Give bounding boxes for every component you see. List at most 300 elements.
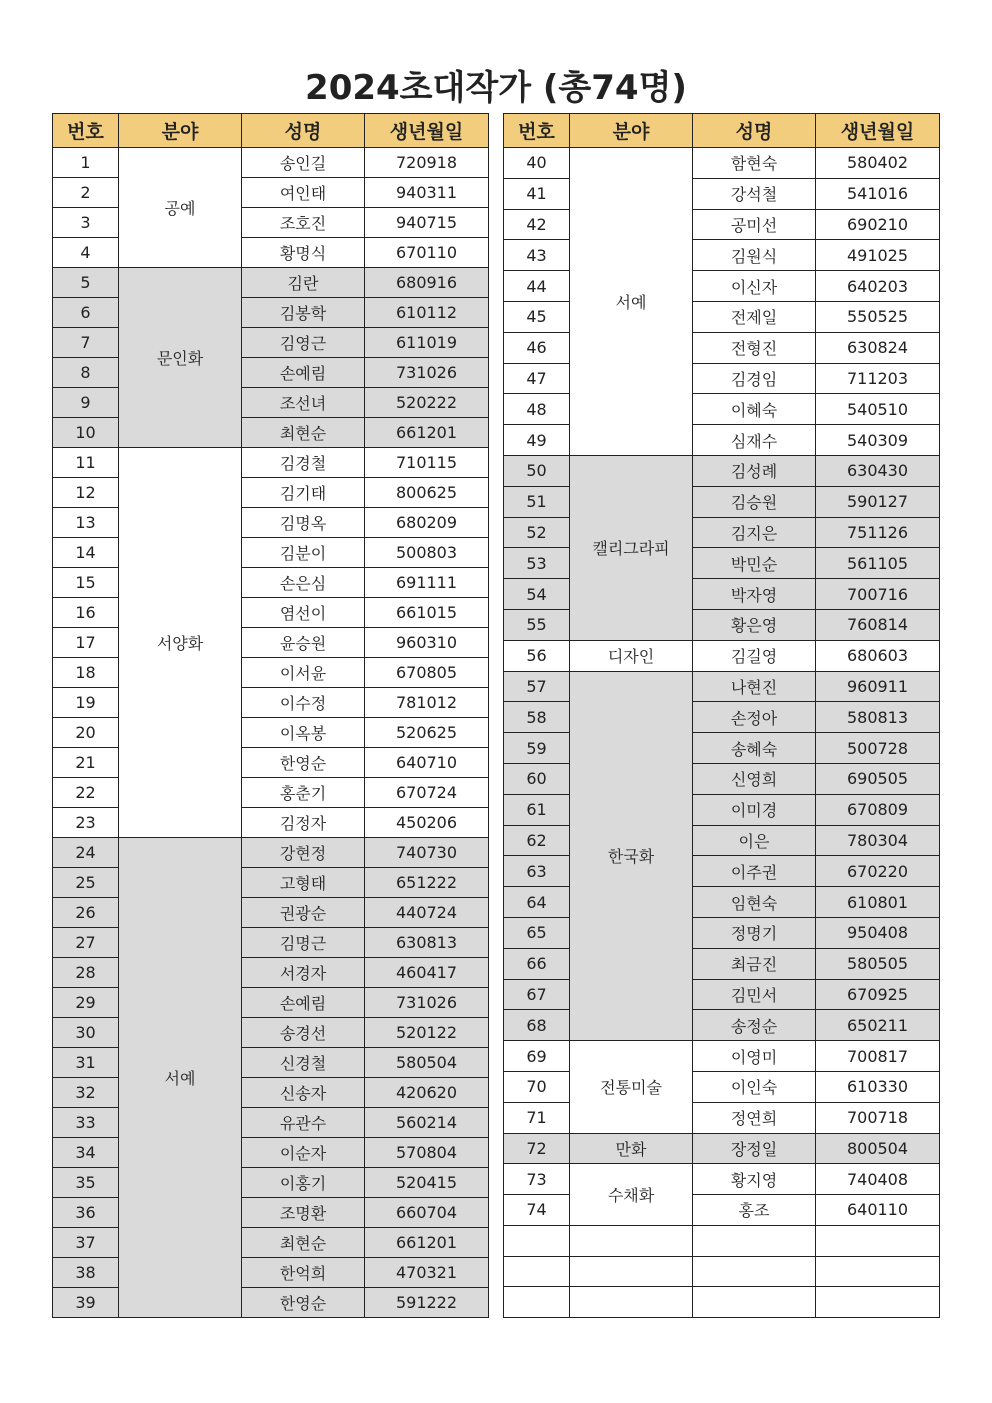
cell-number: 7 — [53, 328, 119, 358]
cell-number: 28 — [53, 958, 119, 988]
table-row — [53, 658, 489, 688]
table-row — [504, 763, 940, 794]
cell-number: 48 — [504, 394, 570, 425]
cell-name: 김승원 — [693, 486, 816, 517]
cell-name: 홍조 — [693, 1195, 816, 1226]
cell-birthdate: 640710 — [365, 748, 489, 778]
cell-birthdate: 630813 — [365, 928, 489, 958]
cell-number: 46 — [504, 332, 570, 363]
table-row — [53, 898, 489, 928]
cell-number: 74 — [504, 1195, 570, 1226]
cell-field: 문인화 — [119, 268, 242, 448]
cell-name: 손예림 — [242, 358, 365, 388]
cell-number: 6 — [53, 298, 119, 328]
cell-birthdate: 711203 — [816, 363, 940, 394]
cell-birthdate: 580813 — [816, 702, 940, 733]
cell-name: 신경철 — [242, 1048, 365, 1078]
cell-name: 이신자 — [693, 271, 816, 302]
cell-birthdate: 661201 — [365, 418, 489, 448]
table-row — [504, 1102, 940, 1133]
empty-cell — [504, 1287, 570, 1318]
cell-number: 11 — [53, 448, 119, 478]
header-number: 번호 — [53, 114, 119, 148]
table-row — [504, 979, 940, 1010]
cell-name: 조선녀 — [242, 388, 365, 418]
cell-birthdate: 610330 — [816, 1071, 940, 1102]
cell-birthdate: 781012 — [365, 688, 489, 718]
table-row — [504, 856, 940, 887]
table-row — [504, 1164, 940, 1195]
cell-number: 58 — [504, 702, 570, 733]
cell-birthdate: 680603 — [816, 640, 940, 671]
cell-number: 70 — [504, 1071, 570, 1102]
table-row — [504, 178, 940, 209]
table-row — [504, 1071, 940, 1102]
cell-number: 16 — [53, 598, 119, 628]
cell-birthdate: 690210 — [816, 209, 940, 240]
cell-birthdate: 500728 — [816, 733, 940, 764]
table-row — [53, 1138, 489, 1168]
header-name: 성명 — [693, 114, 816, 148]
table-row — [504, 1195, 940, 1226]
cell-number: 66 — [504, 948, 570, 979]
cell-name: 이서윤 — [242, 658, 365, 688]
cell-name: 이인숙 — [693, 1071, 816, 1102]
cell-name: 김지은 — [693, 517, 816, 548]
cell-number: 59 — [504, 733, 570, 764]
table-row — [53, 328, 489, 358]
cell-name: 함현숙 — [693, 148, 816, 179]
table-row — [53, 358, 489, 388]
cell-name: 김성례 — [693, 455, 816, 486]
empty-cell — [816, 1287, 940, 1318]
cell-number: 71 — [504, 1102, 570, 1133]
artist-table-left — [52, 113, 489, 1318]
cell-number: 22 — [53, 778, 119, 808]
table-row — [53, 718, 489, 748]
cell-name: 정명기 — [693, 917, 816, 948]
cell-birthdate: 541016 — [816, 178, 940, 209]
cell-birthdate: 660704 — [365, 1198, 489, 1228]
table-row — [504, 702, 940, 733]
cell-number: 54 — [504, 579, 570, 610]
cell-number: 2 — [53, 178, 119, 208]
cell-number: 56 — [504, 640, 570, 671]
cell-number: 38 — [53, 1258, 119, 1288]
cell-field: 서양화 — [119, 448, 242, 838]
cell-birthdate: 680916 — [365, 268, 489, 298]
cell-number: 14 — [53, 538, 119, 568]
table-row — [504, 1010, 940, 1041]
table-row — [504, 425, 940, 456]
table-row — [504, 148, 940, 179]
cell-number: 29 — [53, 988, 119, 1018]
cell-name: 이옥봉 — [242, 718, 365, 748]
cell-name: 김원식 — [693, 240, 816, 271]
cell-birthdate: 540309 — [816, 425, 940, 456]
cell-field: 서예 — [119, 838, 242, 1318]
cell-birthdate: 651222 — [365, 868, 489, 898]
cell-name: 황명식 — [242, 238, 365, 268]
table-row — [504, 271, 940, 302]
cell-name: 김민서 — [693, 979, 816, 1010]
cell-name: 송정순 — [693, 1010, 816, 1041]
table-row — [53, 568, 489, 598]
table-row — [53, 418, 489, 448]
cell-number: 43 — [504, 240, 570, 271]
cell-number: 50 — [504, 455, 570, 486]
table-row — [504, 733, 940, 764]
empty-cell — [816, 1225, 940, 1256]
cell-birthdate: 940715 — [365, 208, 489, 238]
cell-field: 수채화 — [570, 1164, 693, 1226]
cell-number: 42 — [504, 209, 570, 240]
table-row — [53, 1078, 489, 1108]
cell-name: 한억희 — [242, 1258, 365, 1288]
table-row — [504, 455, 940, 486]
cell-birthdate: 800504 — [816, 1133, 940, 1164]
cell-number: 4 — [53, 238, 119, 268]
table-row — [53, 628, 489, 658]
cell-name: 김길영 — [693, 640, 816, 671]
cell-birthdate: 640203 — [816, 271, 940, 302]
cell-birthdate: 611019 — [365, 328, 489, 358]
cell-field: 캘리그라피 — [570, 455, 693, 640]
cell-birthdate: 580505 — [816, 948, 940, 979]
cell-birthdate: 700718 — [816, 1102, 940, 1133]
table-row — [53, 388, 489, 418]
cell-birthdate: 670220 — [816, 856, 940, 887]
cell-birthdate: 450206 — [365, 808, 489, 838]
cell-number: 20 — [53, 718, 119, 748]
cell-number: 63 — [504, 856, 570, 887]
cell-number: 35 — [53, 1168, 119, 1198]
table-row — [53, 598, 489, 628]
cell-name: 최현순 — [242, 418, 365, 448]
table-row — [504, 794, 940, 825]
table-row — [53, 808, 489, 838]
cell-number: 3 — [53, 208, 119, 238]
cell-name: 임현숙 — [693, 887, 816, 918]
cell-birthdate: 580402 — [816, 148, 940, 179]
cell-name: 송인길 — [242, 148, 365, 178]
table-row — [53, 178, 489, 208]
cell-number: 12 — [53, 478, 119, 508]
header-birthdate: 생년월일 — [816, 114, 940, 148]
cell-number: 73 — [504, 1164, 570, 1195]
cell-number: 51 — [504, 486, 570, 517]
cell-name: 한영순 — [242, 1288, 365, 1318]
cell-name: 손정아 — [693, 702, 816, 733]
table-row — [53, 1018, 489, 1048]
cell-birthdate: 751126 — [816, 517, 940, 548]
table-row — [504, 917, 940, 948]
table-row — [53, 688, 489, 718]
cell-name: 김경철 — [242, 448, 365, 478]
cell-birthdate: 420620 — [365, 1078, 489, 1108]
cell-birthdate: 520625 — [365, 718, 489, 748]
table-row — [53, 748, 489, 778]
cell-number: 68 — [504, 1010, 570, 1041]
header-birthdate: 생년월일 — [365, 114, 489, 148]
table-row — [53, 958, 489, 988]
cell-birthdate: 650211 — [816, 1010, 940, 1041]
table-row — [53, 1048, 489, 1078]
cell-number: 13 — [53, 508, 119, 538]
table-row — [504, 209, 940, 240]
cell-name: 김정자 — [242, 808, 365, 838]
cell-birthdate: 691111 — [365, 568, 489, 598]
cell-birthdate: 670110 — [365, 238, 489, 268]
cell-birthdate: 440724 — [365, 898, 489, 928]
cell-birthdate: 520122 — [365, 1018, 489, 1048]
cell-number: 8 — [53, 358, 119, 388]
cell-field: 서예 — [570, 148, 693, 456]
cell-number: 9 — [53, 388, 119, 418]
cell-number: 41 — [504, 178, 570, 209]
cell-birthdate: 700817 — [816, 1041, 940, 1072]
table-row — [504, 332, 940, 363]
cell-birthdate: 670805 — [365, 658, 489, 688]
cell-birthdate: 580504 — [365, 1048, 489, 1078]
cell-name: 조호진 — [242, 208, 365, 238]
cell-name: 여인태 — [242, 178, 365, 208]
cell-number: 27 — [53, 928, 119, 958]
table-row — [53, 1108, 489, 1138]
cell-name: 정연희 — [693, 1102, 816, 1133]
cell-number: 32 — [53, 1078, 119, 1108]
cell-number: 40 — [504, 148, 570, 179]
cell-number: 1 — [53, 148, 119, 178]
cell-name: 손은심 — [242, 568, 365, 598]
empty-cell — [816, 1256, 940, 1287]
empty-row — [504, 1287, 940, 1318]
cell-name: 염선이 — [242, 598, 365, 628]
cell-name: 김경임 — [693, 363, 816, 394]
table-row — [53, 538, 489, 568]
cell-number: 23 — [53, 808, 119, 838]
cell-number: 61 — [504, 794, 570, 825]
cell-birthdate: 610112 — [365, 298, 489, 328]
cell-birthdate: 670925 — [816, 979, 940, 1010]
cell-number: 60 — [504, 763, 570, 794]
cell-number: 57 — [504, 671, 570, 702]
cell-number: 49 — [504, 425, 570, 456]
table-row — [504, 579, 940, 610]
cell-birthdate: 661015 — [365, 598, 489, 628]
header-field: 분야 — [119, 114, 242, 148]
table-row — [504, 486, 940, 517]
table-row — [504, 240, 940, 271]
empty-row — [504, 1256, 940, 1287]
cell-birthdate: 690505 — [816, 763, 940, 794]
empty-cell — [693, 1287, 816, 1318]
cell-birthdate: 670724 — [365, 778, 489, 808]
cell-name: 손예림 — [242, 988, 365, 1018]
cell-name: 공미선 — [693, 209, 816, 240]
cell-birthdate: 500803 — [365, 538, 489, 568]
cell-name: 장정일 — [693, 1133, 816, 1164]
cell-field: 공예 — [119, 148, 242, 268]
table-row — [504, 671, 940, 702]
table-row — [53, 298, 489, 328]
cell-name: 강석철 — [693, 178, 816, 209]
cell-number: 21 — [53, 748, 119, 778]
table-row — [53, 778, 489, 808]
cell-birthdate: 680209 — [365, 508, 489, 538]
cell-birthdate: 960911 — [816, 671, 940, 702]
cell-number: 53 — [504, 548, 570, 579]
cell-birthdate: 520415 — [365, 1168, 489, 1198]
cell-birthdate: 661201 — [365, 1228, 489, 1258]
header-name: 성명 — [242, 114, 365, 148]
cell-birthdate: 470321 — [365, 1258, 489, 1288]
header-field: 분야 — [570, 114, 693, 148]
table-row — [53, 838, 489, 868]
cell-birthdate: 731026 — [365, 358, 489, 388]
cell-birthdate: 591222 — [365, 1288, 489, 1318]
empty-cell — [504, 1225, 570, 1256]
cell-birthdate: 940311 — [365, 178, 489, 208]
table-row — [53, 1168, 489, 1198]
cell-name: 홍춘기 — [242, 778, 365, 808]
cell-field: 만화 — [570, 1133, 693, 1164]
table-row — [504, 1041, 940, 1072]
cell-name: 전형진 — [693, 332, 816, 363]
cell-name: 이영미 — [693, 1041, 816, 1072]
cell-name: 황은영 — [693, 609, 816, 640]
cell-birthdate: 561105 — [816, 548, 940, 579]
cell-name: 이홍기 — [242, 1168, 365, 1198]
table-row — [53, 1198, 489, 1228]
cell-birthdate: 590127 — [816, 486, 940, 517]
cell-birthdate: 630430 — [816, 455, 940, 486]
cell-name: 이주권 — [693, 856, 816, 887]
table-row — [504, 394, 940, 425]
table-row — [504, 301, 940, 332]
cell-birthdate: 550525 — [816, 301, 940, 332]
cell-name: 전제일 — [693, 301, 816, 332]
cell-name: 조명환 — [242, 1198, 365, 1228]
cell-name: 고형태 — [242, 868, 365, 898]
cell-number: 17 — [53, 628, 119, 658]
table-row — [53, 928, 489, 958]
cell-name: 권광순 — [242, 898, 365, 928]
cell-name: 신송자 — [242, 1078, 365, 1108]
cell-name: 최현순 — [242, 1228, 365, 1258]
cell-birthdate: 540510 — [816, 394, 940, 425]
cell-birthdate: 720918 — [365, 148, 489, 178]
cell-birthdate: 740408 — [816, 1164, 940, 1195]
empty-cell — [693, 1256, 816, 1287]
cell-number: 26 — [53, 898, 119, 928]
empty-row — [504, 1225, 940, 1256]
table-row — [53, 238, 489, 268]
cell-name: 강현정 — [242, 838, 365, 868]
cell-birthdate: 570804 — [365, 1138, 489, 1168]
table-row — [53, 1228, 489, 1258]
empty-cell — [570, 1225, 693, 1256]
cell-birthdate: 740730 — [365, 838, 489, 868]
cell-birthdate: 560214 — [365, 1108, 489, 1138]
cell-name: 김명근 — [242, 928, 365, 958]
table-row — [53, 478, 489, 508]
cell-field: 전통미술 — [570, 1041, 693, 1133]
cell-field: 한국화 — [570, 671, 693, 1041]
cell-number: 52 — [504, 517, 570, 548]
cell-number: 34 — [53, 1138, 119, 1168]
cell-name: 이수정 — [242, 688, 365, 718]
cell-number: 72 — [504, 1133, 570, 1164]
cell-number: 10 — [53, 418, 119, 448]
cell-birthdate: 760814 — [816, 609, 940, 640]
cell-name: 유관수 — [242, 1108, 365, 1138]
artist-table-right — [503, 113, 940, 1318]
cell-number: 33 — [53, 1108, 119, 1138]
cell-name: 나현진 — [693, 671, 816, 702]
table-row — [53, 268, 489, 298]
cell-name: 김란 — [242, 268, 365, 298]
cell-name: 서경자 — [242, 958, 365, 988]
cell-number: 19 — [53, 688, 119, 718]
cell-name: 이미경 — [693, 794, 816, 825]
table-row — [504, 548, 940, 579]
table-row — [504, 825, 940, 856]
cell-name: 한영순 — [242, 748, 365, 778]
table-row — [504, 363, 940, 394]
cell-birthdate: 670809 — [816, 794, 940, 825]
cell-name: 윤승원 — [242, 628, 365, 658]
cell-number: 18 — [53, 658, 119, 688]
cell-name: 김영근 — [242, 328, 365, 358]
cell-number: 39 — [53, 1288, 119, 1318]
empty-cell — [570, 1256, 693, 1287]
cell-birthdate: 700716 — [816, 579, 940, 610]
table-row — [53, 448, 489, 478]
cell-name: 최금진 — [693, 948, 816, 979]
cell-name: 이은 — [693, 825, 816, 856]
cell-name: 심재수 — [693, 425, 816, 456]
cell-number: 37 — [53, 1228, 119, 1258]
header-number: 번호 — [504, 114, 570, 148]
table-row — [53, 868, 489, 898]
cell-number: 15 — [53, 568, 119, 598]
empty-cell — [570, 1287, 693, 1318]
table-row — [504, 609, 940, 640]
table-row — [53, 208, 489, 238]
cell-number: 45 — [504, 301, 570, 332]
cell-name: 김봉학 — [242, 298, 365, 328]
cell-number: 31 — [53, 1048, 119, 1078]
cell-name: 이순자 — [242, 1138, 365, 1168]
cell-number: 67 — [504, 979, 570, 1010]
cell-name: 송혜숙 — [693, 733, 816, 764]
cell-number: 24 — [53, 838, 119, 868]
cell-name: 박민순 — [693, 548, 816, 579]
cell-name: 박자영 — [693, 579, 816, 610]
cell-birthdate: 640110 — [816, 1195, 940, 1226]
cell-birthdate: 460417 — [365, 958, 489, 988]
cell-number: 44 — [504, 271, 570, 302]
cell-number: 69 — [504, 1041, 570, 1072]
cell-number: 55 — [504, 609, 570, 640]
cell-number: 62 — [504, 825, 570, 856]
cell-birthdate: 960310 — [365, 628, 489, 658]
cell-number: 47 — [504, 363, 570, 394]
table-row — [504, 517, 940, 548]
table-row — [53, 148, 489, 178]
cell-name: 김분이 — [242, 538, 365, 568]
